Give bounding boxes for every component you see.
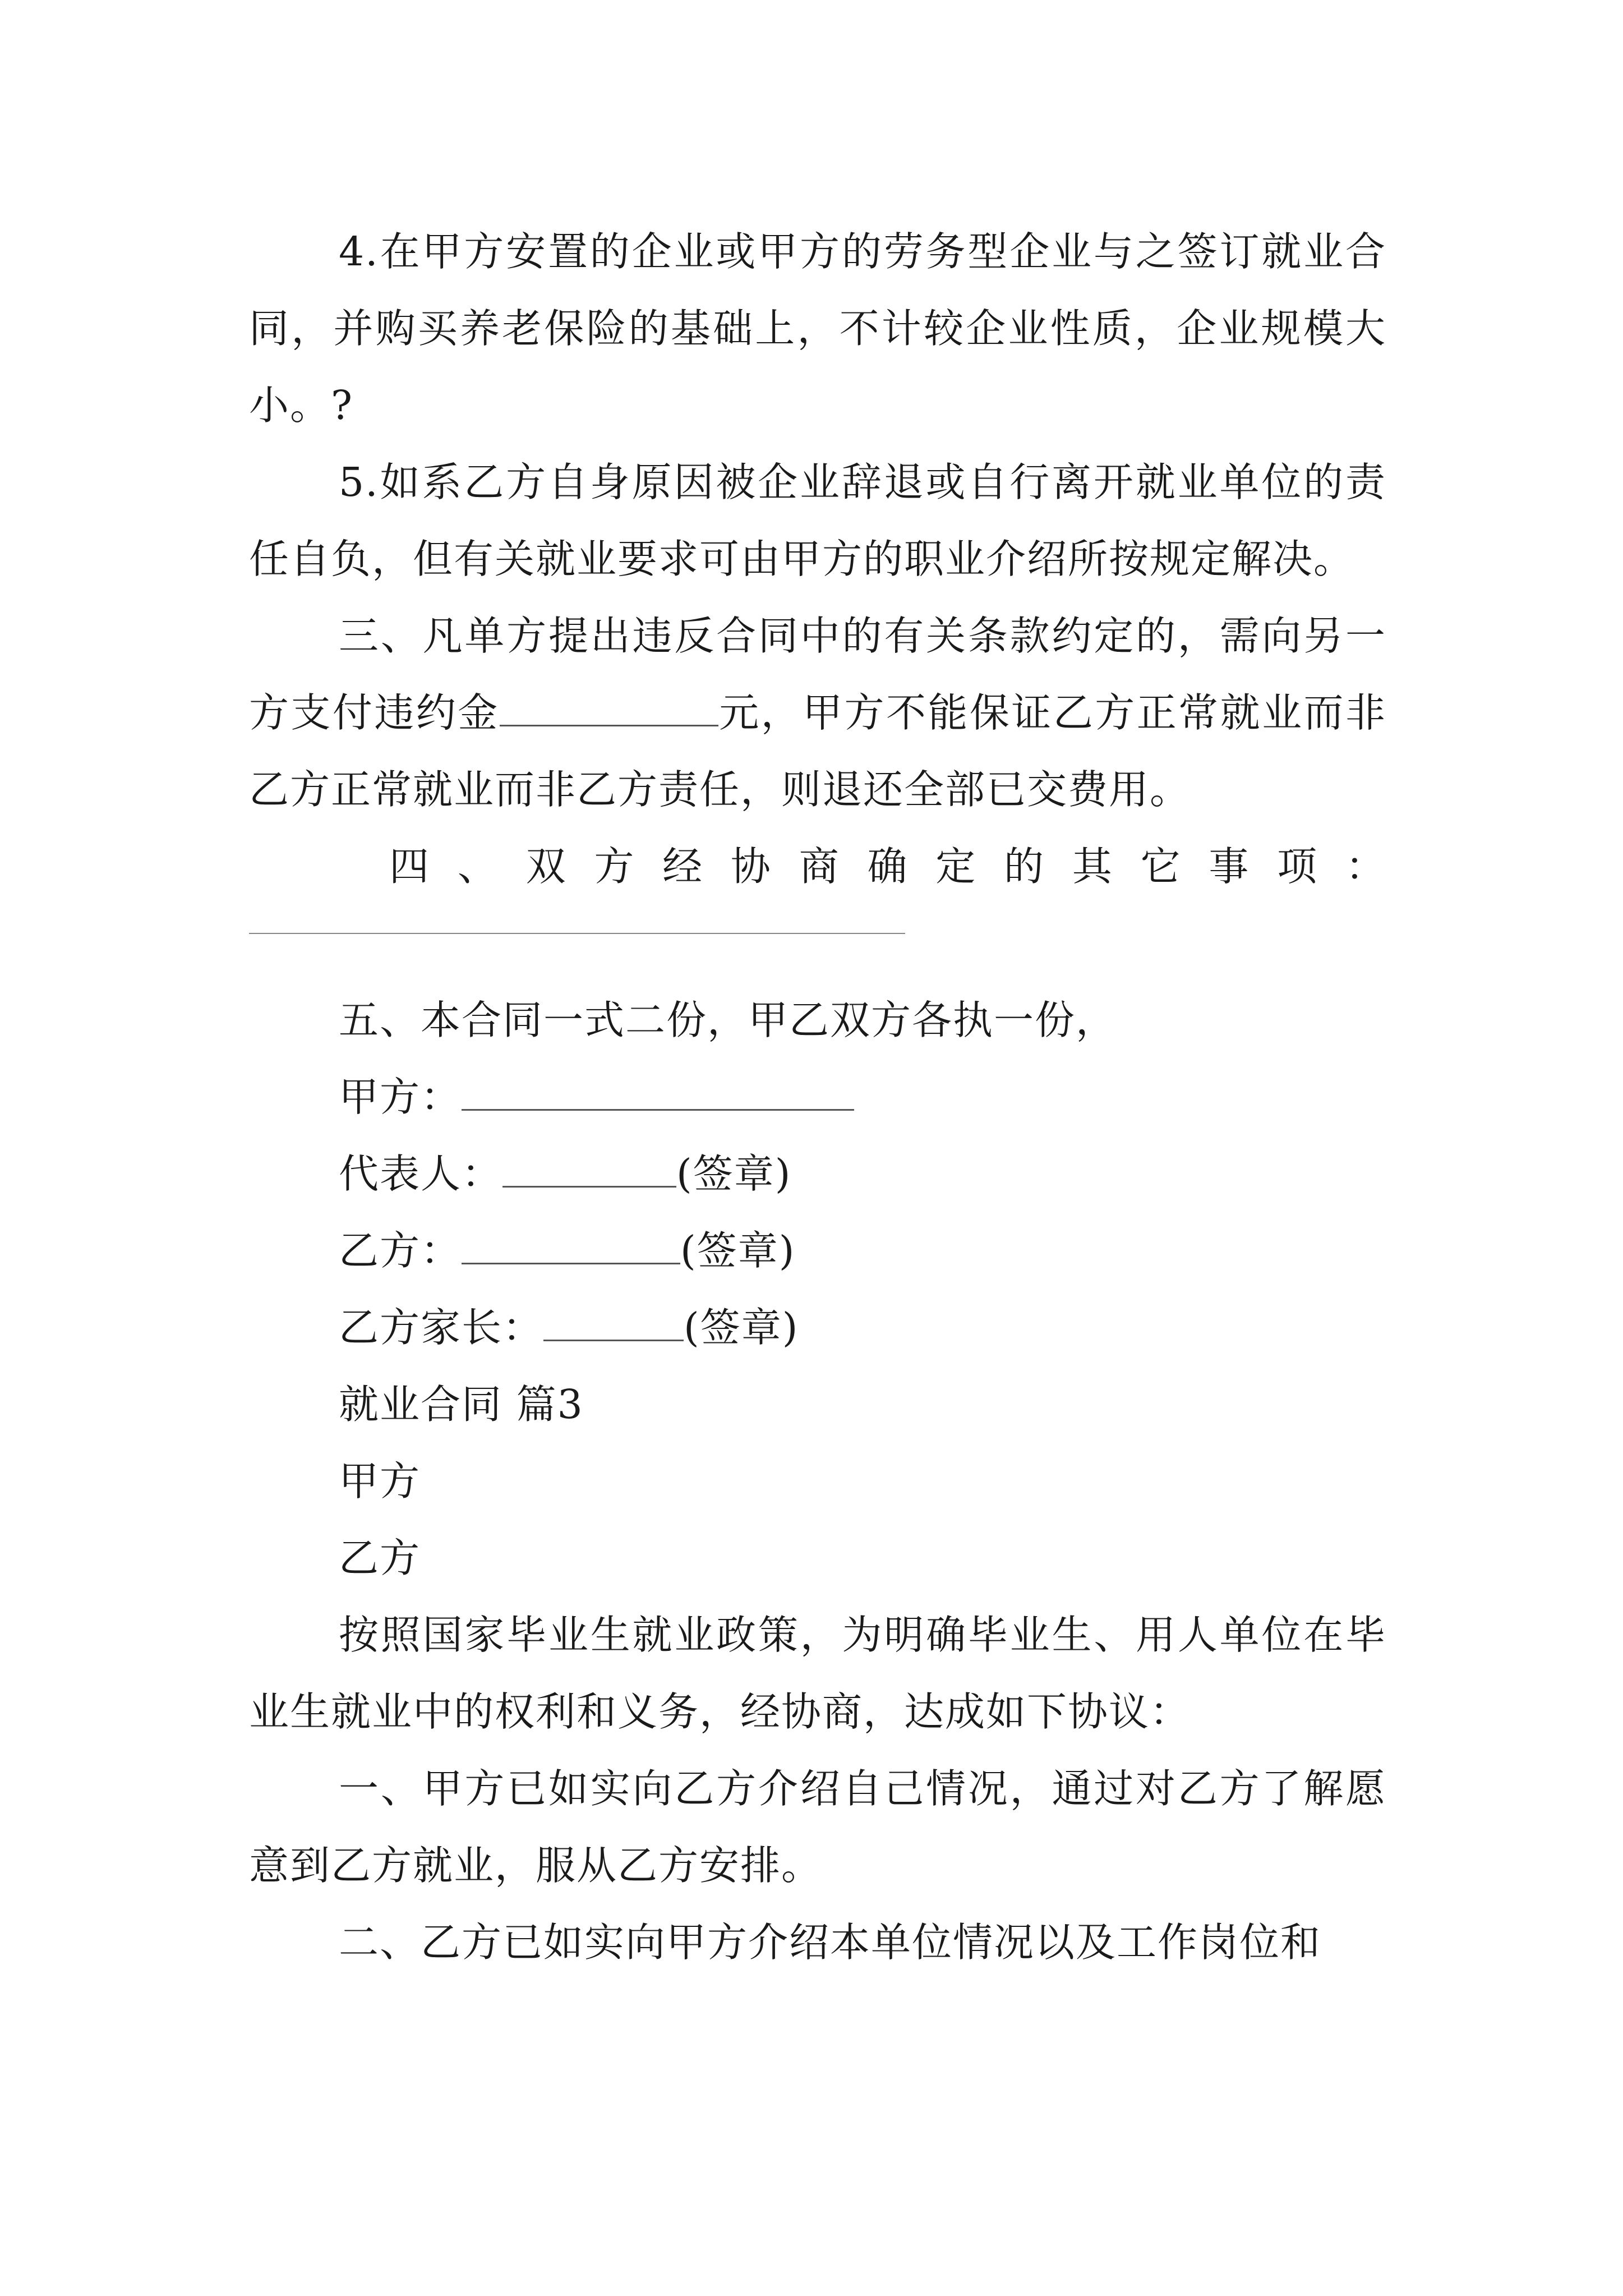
section-4-char: 四 <box>389 843 431 890</box>
party-a-signature-blank <box>462 1075 854 1111</box>
contract-3-article-2: 二、乙方已如实向甲方介绍本单位情况以及工作岗位和 <box>339 1919 1322 1966</box>
contract-3-intro: 按照国家毕业生就业政策，为明确毕业生、用人单位在毕业生就业中的权利和义务，经协商，达成如下协议： <box>249 1612 1386 1735</box>
other-matters-blank-line <box>249 905 1386 982</box>
section-3 <box>249 597 1386 828</box>
section-4-char: 的 <box>1004 843 1045 890</box>
signature-parent <box>249 1289 1386 1366</box>
section-4-char: 确 <box>867 843 909 890</box>
section-4-char: 事 <box>1209 843 1250 890</box>
section-4-char: 双 <box>525 843 567 890</box>
party-b-label: 乙方： <box>339 1227 462 1274</box>
section-4-char: 定 <box>935 843 977 890</box>
contract-3-article-1: 一、甲方已如实向乙方介绍自己情况，通过对乙方了解愿意到乙方就业，服从乙方安排。 <box>249 1765 1386 1889</box>
representative-label: 代表人： <box>339 1151 503 1197</box>
clause-4: 4.在甲方安置的企业或甲方的劳务型企业与之签订就业合同，并购买养老保险的基础上，不计较企业性质，企业规模大小。? <box>249 228 1386 429</box>
blank-rule <box>249 933 905 934</box>
parent-signature-blank <box>543 1306 684 1341</box>
section-4 <box>249 828 1386 905</box>
contract-3-party-b: 乙方 <box>339 1535 421 1581</box>
signature-party-b <box>249 1212 1386 1289</box>
document-body <box>249 213 1386 1981</box>
section-4-char: 商 <box>799 843 840 890</box>
clause-5: 5.如系乙方自身原因被企业辞退或自行离开就业单位的责任自负，但有关就业要求可由甲方的职业介绍所按规定解决。 <box>249 459 1386 582</box>
contract-3-party-a: 甲方 <box>339 1458 421 1504</box>
section-4-char: 它 <box>1140 843 1182 890</box>
seal-note: (签章) <box>680 1227 796 1274</box>
section-4-char: 协 <box>730 843 772 890</box>
section-4-char: 、 <box>457 843 499 890</box>
section-3-text-before: 三、凡单方提出违反合同中的有关条款约定的，需向另一方支付违约金 <box>249 613 1386 736</box>
section-4-char: ： <box>1345 843 1386 890</box>
seal-note: (签章) <box>676 1151 792 1197</box>
signature-representative <box>249 1135 1386 1212</box>
section-4-char: 方 <box>594 843 635 890</box>
parent-label: 乙方家长： <box>339 1304 544 1351</box>
section-4-char: 经 <box>662 843 704 890</box>
signature-party-a <box>249 1059 1386 1135</box>
section-3-text-after: 元，甲方不能保证乙方正常就业而非乙方正常就业而非乙方责任，则退还全部已交费用。 <box>249 689 1386 813</box>
penalty-amount-blank <box>500 691 718 726</box>
section-4-char: 其 <box>1072 843 1113 890</box>
section-4-char: 项 <box>1277 843 1318 890</box>
contract-3-heading: 就业合同 篇3 <box>339 1381 584 1428</box>
party-a-label: 甲方： <box>339 1074 462 1120</box>
seal-note: (签章) <box>684 1304 799 1351</box>
representative-signature-blank <box>502 1152 676 1188</box>
section-5: 五、本合同一式二份，甲乙双方各执一份， <box>339 997 1117 1043</box>
party-b-signature-blank <box>462 1229 680 1264</box>
